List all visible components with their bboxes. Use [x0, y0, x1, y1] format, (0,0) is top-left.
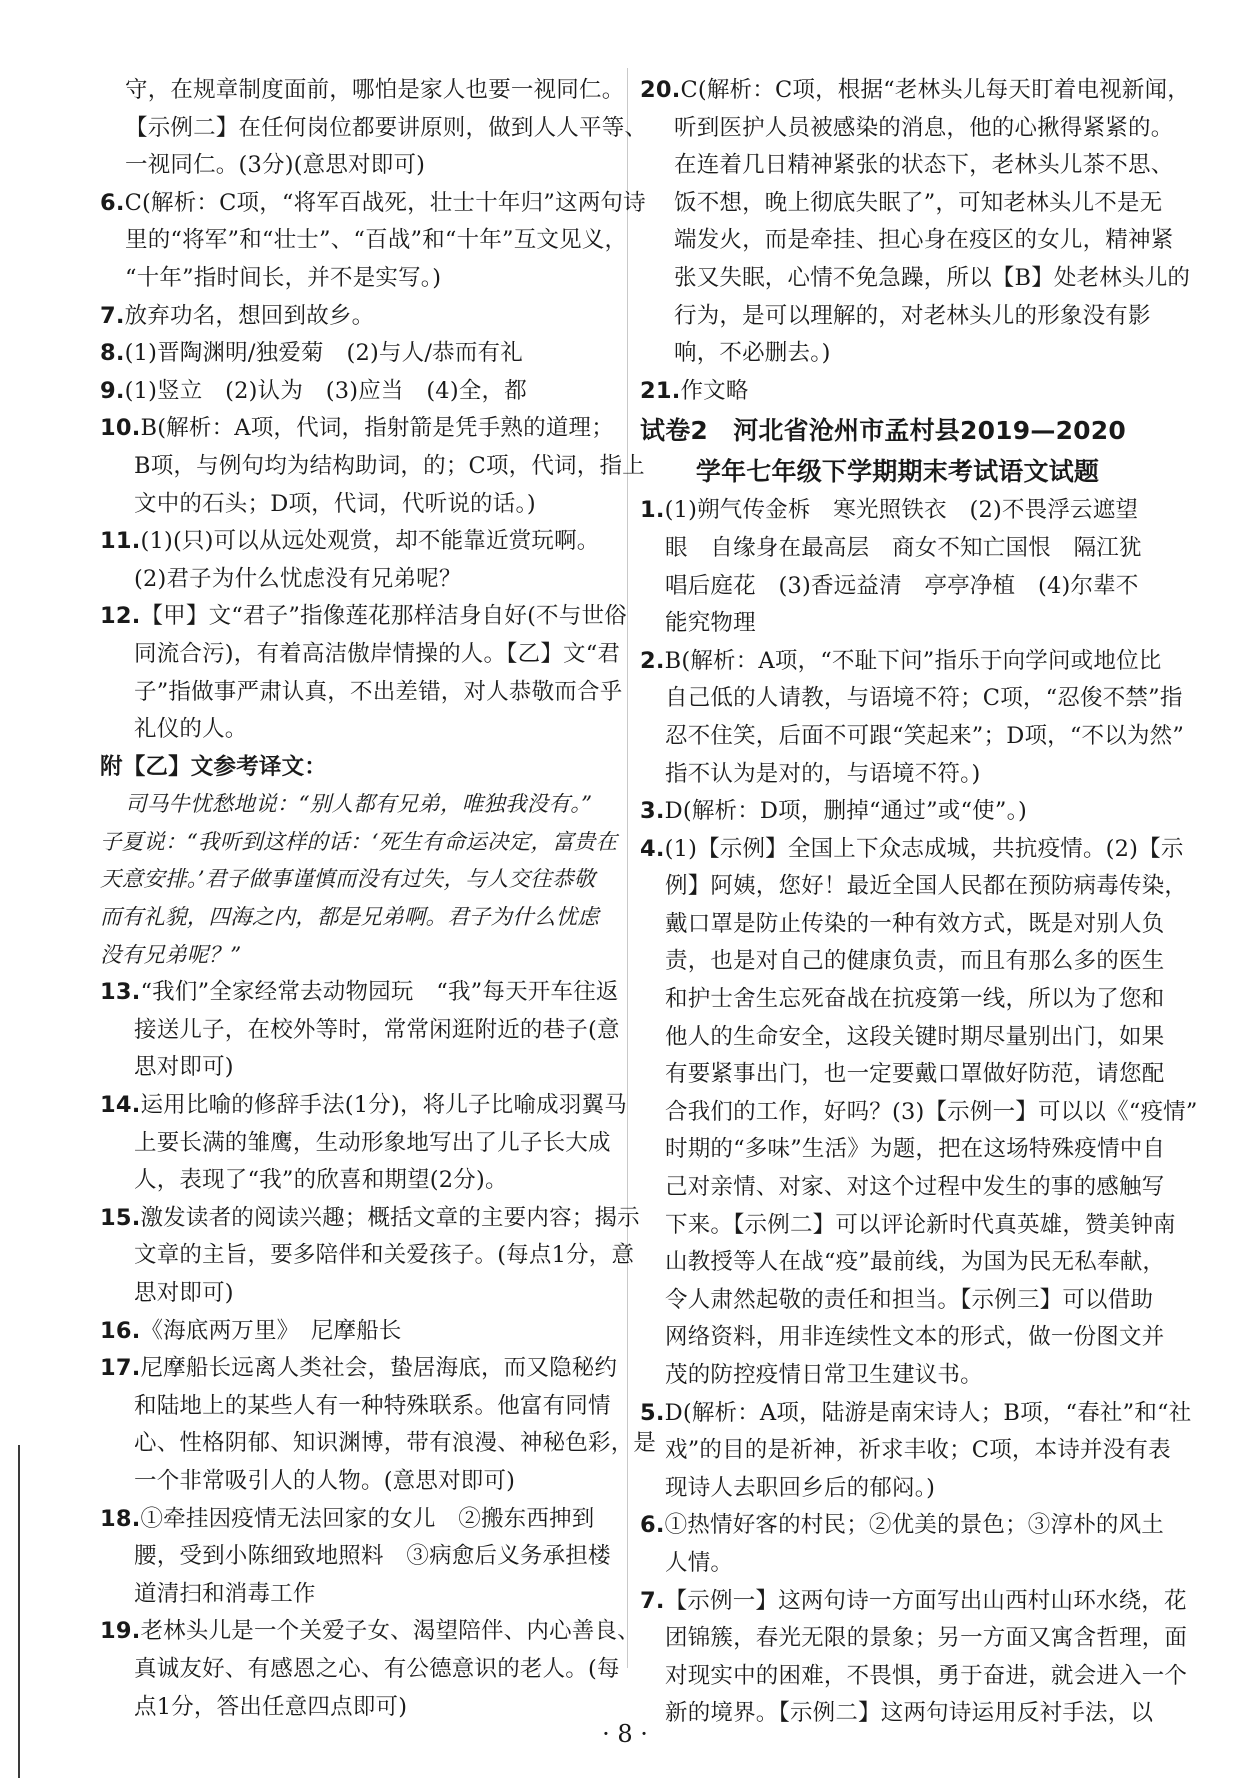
text-line [640, 906, 1165, 944]
line-text: 《海底两万里》 尼摩船长 [140, 1317, 402, 1344]
text-line [640, 943, 1165, 981]
question-number: 6. [100, 189, 125, 216]
text-line [640, 410, 1155, 451]
text-line [640, 605, 1155, 643]
text-line [640, 756, 1155, 794]
line-text: 文中的石头；D项，代词，代听说的话。) [134, 490, 536, 517]
line-text: 学年七年级下学期期末考试语文试题 [695, 457, 1100, 487]
line-text: 腰，受到小陈细致地照料 ③病愈后义务承担楼 [134, 1543, 611, 1570]
line-text: B(解析：A项，“不耻下问”指乐于向学问或地位比 [664, 647, 1162, 674]
line-text: 真诚友好、有感恩之心、有公德意识的老人。(每 [134, 1655, 620, 1682]
line-text: 接送儿子，在校外等时，常常闲逛附近的巷子(意 [134, 1016, 620, 1043]
line-text: 心、性格阴郁、知识渊博，带有浪漫、神秘色彩，是 [134, 1430, 657, 1457]
text-line [640, 260, 1191, 298]
answer-item-line [640, 793, 1155, 831]
line-text: 同流合污)，有着高洁傲岸情操的人。【乙】文“君 [134, 640, 621, 667]
line-text: 饭不想，晚上彻底失眠了”，可知老林头儿不是无 [674, 189, 1163, 216]
line-text: 茂的防控疫情日常卫生建议书。 [665, 1362, 983, 1388]
line-text: 下来。【示例二】可以评论新时代真英雄，赞美钟南 [665, 1211, 1176, 1238]
text-line [100, 1275, 620, 1313]
line-text: 端发火，而是牵挂、担心身在疫区的女儿，精神紧 [674, 227, 1174, 254]
question-number: 18. [100, 1505, 141, 1532]
line-text: 守，在规章制度面前，哪怕是家人也要一视同仁。 [125, 77, 625, 103]
line-text: 人情。 [665, 1549, 734, 1576]
line-text: 礼仪的人。 [134, 716, 248, 743]
text-line [640, 1319, 1165, 1357]
question-number: 16. [100, 1317, 141, 1344]
line-text: 文章的主旨，要多陪伴和关爱孩子。(每点1分，意 [134, 1242, 635, 1269]
text-line [100, 636, 620, 674]
text-line [640, 335, 1155, 373]
line-text: 责，也是对自己的健康负责，而且有那么多的医生 [665, 948, 1165, 975]
line-text: C(解析：C项，根据“老林头儿每天盯着电视新闻， [680, 77, 1190, 103]
text-line [100, 711, 620, 749]
answer-item-line [640, 1395, 1192, 1433]
answer-item-line [100, 298, 620, 336]
text-line [100, 72, 625, 110]
line-text: 老林头儿是一个关爱子女、渴望陪伴、内心善良、 [140, 1618, 640, 1645]
line-text: 子”指做事严肃认真，不出差错，对人恭敬而合乎 [134, 678, 623, 705]
question-number: 17. [100, 1355, 141, 1382]
answer-item-line [100, 185, 646, 223]
answer-item-line [100, 1313, 620, 1351]
text-line [640, 981, 1165, 1019]
line-text: 响，不必删去。) [674, 340, 831, 367]
line-text: 思对即可) [134, 1054, 234, 1081]
line-text: 现诗人去职回乡后的郁闷。) [665, 1474, 936, 1501]
question-number: 20. [640, 77, 681, 103]
line-text: 网络资料，用非连续性文本的形式，做一份图文并 [665, 1324, 1165, 1351]
line-text: 唱后庭花 (3)香远益清 亭亭净植 (4)尔辈不 [665, 572, 1139, 599]
answer-item-line [640, 643, 1162, 681]
line-text: 【甲】文“君子”指像莲花那样洁身自好(不与世俗 [140, 603, 627, 630]
answer-item-line [100, 335, 620, 373]
answer-item-line [100, 1350, 620, 1388]
line-text: 自己低的人请教，与语境不符；C项，“忍俊不禁”指 [665, 685, 1183, 712]
text-line [100, 824, 620, 862]
text-line [100, 1012, 620, 1050]
line-text: 戴口罩是防止传染的一种有效方式，既是对别人负 [665, 910, 1165, 937]
answer-item-line [100, 373, 620, 411]
text-line [640, 147, 1174, 185]
line-text: 而有礼貌，四海之内，都是兄弟啊。君子为什么忧虑 [100, 905, 600, 931]
line-text: (1)(只)可以从远处观赏，却不能靠近赏玩啊。 [140, 528, 600, 555]
answer-item-line [100, 598, 627, 636]
text-line [100, 674, 623, 712]
line-text: 对现实中的困难，不畏惧，勇于奋进，就会进入一个 [665, 1662, 1188, 1689]
answer-item-line [640, 1507, 1165, 1545]
line-text: 天意安排。’君子做事谨慎而没有过失，与人交往恭敬 [100, 867, 596, 893]
text-line [100, 786, 620, 824]
line-text: 放弃功名，想回到故乡。 [124, 302, 375, 329]
line-text: 没有兄弟呢？” [100, 942, 242, 968]
question-number: 5. [640, 1399, 665, 1426]
text-line [100, 1237, 635, 1275]
line-text: “我们”全家经常去动物园玩 “我”每天开车往返 [140, 979, 619, 1006]
question-number: 19. [100, 1618, 141, 1645]
left-column [100, 72, 657, 1726]
line-text: 附【乙】文参考译文： [100, 753, 328, 780]
text-line [640, 1169, 1165, 1207]
text-line [640, 1282, 1155, 1320]
text-line [640, 1131, 1166, 1169]
text-line [640, 451, 1155, 492]
question-number: 7. [640, 1587, 665, 1614]
question-number: 13. [100, 979, 141, 1006]
line-text: 运用比喻的修辞手法(1分)，将儿子比喻成羽翼马 [140, 1092, 627, 1119]
text-line [640, 1658, 1188, 1696]
text-line [640, 1470, 1155, 1508]
text-line [100, 222, 628, 260]
text-line [640, 1019, 1165, 1057]
question-number: 21. [640, 377, 681, 404]
answer-item-line [640, 492, 1155, 530]
question-number: 7. [100, 302, 125, 329]
line-text: B项，与例句均为结构助词，的；C项，代词，指上 [134, 452, 645, 479]
question-number: 6. [640, 1512, 665, 1539]
text-line [100, 448, 645, 486]
text-line [640, 298, 1155, 336]
line-text: 新的境界。【示例二】这两句诗运用反衬手法，以 [665, 1700, 1154, 1727]
text-line [100, 147, 620, 185]
line-text: 司马牛忧愁地说：“别人都有兄弟，唯独我没有。” [125, 792, 593, 818]
line-text: “十年”指时间长，并不是实写。) [125, 264, 442, 291]
line-text: 合我们的工作，好吗？(3)【示例一】可以以《“疫情” [665, 1098, 1198, 1125]
line-text: (1)【示例】全国上下众志成城，共抗疫情。(2)【示 [664, 835, 1184, 862]
text-line [100, 937, 620, 975]
answer-item-line [100, 410, 620, 448]
text-line [640, 222, 1174, 260]
answer-item-line [640, 1583, 1187, 1621]
line-text: 有要紧事出门，也一定要戴口罩做好防范，请您配 [665, 1061, 1165, 1088]
line-text: 上要长满的雏鹰，生动形象地写出了儿子长大成 [134, 1129, 611, 1156]
line-text: 【示例二】在任何岗位都要讲原则，做到人人平等、 [125, 114, 648, 141]
text-line [640, 1545, 1155, 1583]
text-line [100, 1463, 620, 1501]
answer-item-line [100, 974, 620, 1012]
line-text: 例】阿姨，您好！最近全国人民都在预防病毒传染， [665, 873, 1188, 900]
text-line [640, 185, 1163, 223]
line-text: 眼 自缘身在最高层 商女不知亡国恨 隔江犹 [665, 534, 1142, 561]
line-text: 思对即可) [134, 1280, 234, 1306]
answer-item-line [640, 373, 1155, 411]
answer-item-line [640, 72, 1190, 110]
line-text: 一视同仁。(3分)(意思对即可) [125, 152, 426, 179]
question-number: 3. [640, 798, 665, 825]
text-line [640, 110, 1174, 148]
text-line [640, 1357, 1155, 1395]
line-text: (1)竖立 (2)认为 (3)应当 (4)全，都 [124, 377, 527, 404]
line-text: 他人的生命安全，这段关键时期尽量别出门，如果 [665, 1023, 1165, 1050]
question-number: 12. [100, 603, 141, 630]
text-line [640, 868, 1188, 906]
line-text: 道清扫和消毒工作 [134, 1580, 316, 1607]
answer-item-line [100, 1087, 627, 1125]
line-text: 人，表现了“我”的欣喜和期望(2分)。 [134, 1167, 508, 1194]
question-number: 1. [640, 497, 665, 524]
question-number: 8. [100, 340, 125, 367]
text-line [640, 1620, 1188, 1658]
text-line [100, 1576, 620, 1614]
text-line [640, 1244, 1166, 1282]
line-text: 指不认为是对的，与语境不符。) [665, 760, 981, 787]
line-text: (1)朔气传金柝 寒光照铁衣 (2)不畏浮云遮望 [664, 497, 1139, 524]
text-line [100, 1049, 620, 1087]
text-line [100, 1125, 620, 1163]
line-text: 试卷2 河北省沧州市孟村县2019—2020 [640, 416, 1126, 446]
question-number: 14. [100, 1092, 141, 1119]
line-text: 在连着几日精神紧张的状态下，老林头儿茶不思、 [674, 152, 1174, 179]
text-line [640, 1094, 1198, 1132]
line-text: 子夏说：“我听到这样的话：‘死生有命运决定，富贵在 [100, 829, 618, 855]
line-text: D(解析：D项，删掉“通过”或“使”。) [664, 798, 1028, 825]
text-line [640, 718, 1185, 756]
line-text: 张又失眠，心情不免急躁，所以【B】处老林头儿的 [674, 264, 1191, 291]
text-line [100, 1162, 620, 1200]
answer-item-line [100, 1200, 640, 1238]
text-line [100, 1538, 620, 1576]
line-text: 团锦簇，春光无限的景象；另一方面又寓含哲理，面 [665, 1625, 1188, 1652]
text-line [100, 861, 620, 899]
question-number: 9. [100, 377, 125, 404]
answer-item-line [100, 523, 620, 561]
line-text: 行为，是可以理解的，对老林头儿的形象没有影 [674, 302, 1151, 329]
line-text: 作文略 [680, 377, 749, 404]
line-text: ①牵挂因疫情无法回家的女儿 ②搬东西抻到 [140, 1505, 595, 1532]
line-text: 里的“将军”和“壮士”、“百战”和“十年”互文见义， [125, 227, 628, 254]
question-number: 10. [100, 415, 141, 442]
text-line [640, 568, 1155, 606]
right-column [640, 72, 1198, 1733]
line-text: 和护士舍生忘死奋战在抗疫第一线，所以为了您和 [665, 986, 1165, 1013]
line-text: (1)晋陶渊明/独爱菊 (2)与人/恭而有礼 [124, 340, 523, 367]
text-line [640, 1056, 1165, 1094]
question-number: 15. [100, 1204, 141, 1231]
text-line [100, 899, 620, 937]
text-line [640, 530, 1155, 568]
line-text: B(解析：A项，代词，指射箭是凭手熟的道理； [140, 415, 614, 442]
line-text: 和陆地上的某些人有一种特殊联系。他富有同情 [134, 1392, 611, 1419]
line-text: 能究物理 [665, 610, 756, 637]
text-line [100, 486, 620, 524]
line-text: 尼摩船长远离人类社会，蛰居海底，而又隐秘约 [140, 1355, 618, 1382]
line-text: 一个非常吸引人的人物。(意思对即可) [134, 1467, 516, 1494]
text-line [640, 680, 1183, 718]
answer-item-line [100, 1613, 640, 1651]
text-line [100, 749, 620, 787]
text-line [100, 1651, 620, 1689]
line-text: (2)君子为什么忧虑没有兄弟呢？ [134, 565, 462, 592]
line-text: 点1分，答出任意四点即可) [134, 1693, 408, 1720]
answer-item-line [100, 1501, 620, 1539]
line-text: 戏”的目的是祈神，祈求丰收；C项，本诗并没有表 [665, 1437, 1171, 1464]
text-line [100, 561, 620, 599]
line-text: 时期的“多味”生活》为题，把在这场特殊疫情中自 [665, 1136, 1166, 1163]
line-text: 忍不住笑，后面不可跟“笑起来”；D项，“不以为然” [665, 722, 1185, 749]
text-line [640, 1207, 1176, 1245]
line-text: 【示例一】这两句诗一方面写出山西村山环水绕，花 [664, 1587, 1187, 1614]
line-text: 己对亲情、对家、对这个过程中发生的事的感触写 [665, 1174, 1165, 1201]
line-text: 激发读者的阅读兴趣；概括文章的主要内容；揭示 [140, 1204, 640, 1231]
text-line [100, 260, 620, 298]
text-line [100, 110, 648, 148]
line-text: 山教授等人在战“疫”最前线，为国为民无私奉献， [665, 1249, 1166, 1276]
line-text: ①热情好客的村民；②优美的景色；③淳朴的风土 [664, 1512, 1165, 1539]
answer-item-line [640, 831, 1184, 869]
question-number: 4. [640, 835, 665, 862]
text-line [100, 1388, 620, 1426]
line-text: 听到医护人员被感染的消息，他的心揪得紧紧的。 [674, 114, 1174, 141]
text-line [100, 1425, 657, 1463]
line-text: D(解析：A项，陆游是南宋诗人；B项，“春社”和“社 [664, 1399, 1192, 1426]
page-number: · 8 · [602, 1720, 648, 1748]
line-text: 令人肃然起敬的责任和担当。【示例三】可以借助 [665, 1286, 1154, 1313]
question-number: 11. [100, 528, 141, 555]
text-line [640, 1432, 1171, 1470]
question-number: 2. [640, 647, 665, 674]
line-text: C(解析：C项，“将军百战死，壮士十年归”这两句诗 [124, 189, 646, 216]
